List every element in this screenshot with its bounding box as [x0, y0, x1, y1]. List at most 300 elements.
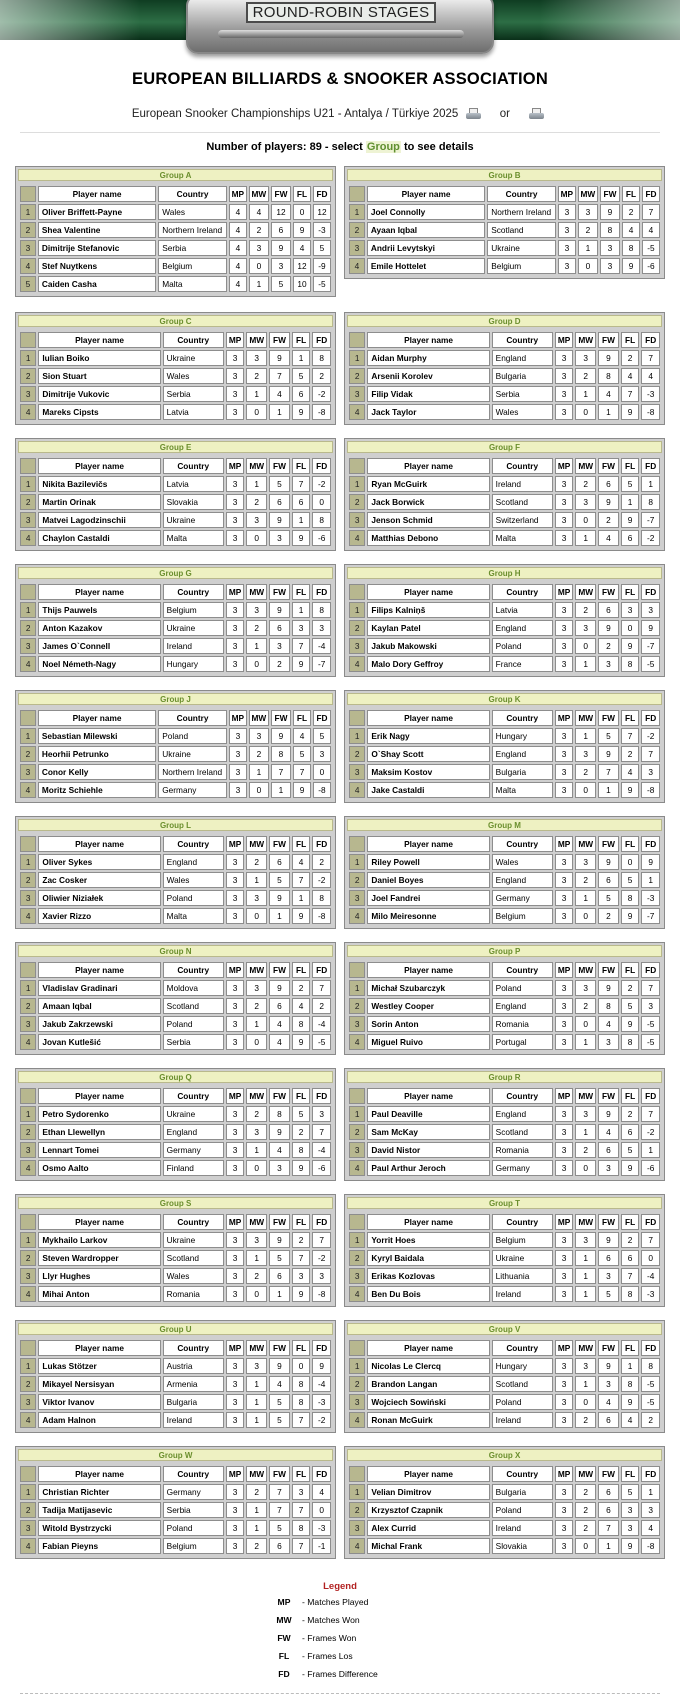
- position-cell: 1: [20, 1358, 36, 1374]
- player-name-link[interactable]: David Nistor: [367, 1142, 489, 1158]
- player-name-link[interactable]: Matvei Lagodzinschii: [38, 512, 160, 528]
- table-row: [349, 1394, 660, 1410]
- player-name-link[interactable]: Michal Frank: [367, 1538, 489, 1554]
- fl-cell: 5: [292, 368, 311, 384]
- player-name-link[interactable]: Fabian Pieyns: [38, 1538, 160, 1554]
- player-name-link[interactable]: Adam Halnon: [38, 1412, 160, 1428]
- table-row: [20, 1376, 331, 1392]
- player-name-link[interactable]: Paul Arthur Jeroch: [367, 1160, 489, 1176]
- group-title[interactable]: Group L: [18, 819, 333, 831]
- country-cell: Ireland: [163, 1412, 224, 1428]
- player-name-link[interactable]: Jakub Makowski: [367, 638, 489, 654]
- player-name-link[interactable]: Shea Valentine: [38, 222, 156, 238]
- player-name-link[interactable]: Mihai Anton: [38, 1286, 160, 1302]
- column-header-mw: MW: [575, 1340, 596, 1356]
- position-cell: 1: [20, 476, 36, 492]
- player-name-link[interactable]: O`Shay Scott: [367, 746, 489, 762]
- table-header-row: [349, 1340, 660, 1356]
- fw-cell: 9: [269, 350, 290, 366]
- player-name-link[interactable]: Wojciech Sowiński: [367, 1394, 489, 1410]
- group-table: [18, 184, 333, 294]
- mw-cell: 0: [575, 1016, 596, 1032]
- mw-cell: 3: [575, 746, 596, 762]
- player-name-link[interactable]: Witold Bystrzycki: [38, 1520, 160, 1536]
- country-cell: Armenia: [163, 1376, 224, 1392]
- table-row: [20, 1142, 331, 1158]
- mw-cell: 2: [246, 1106, 267, 1122]
- player-name-link[interactable]: Conor Kelly: [38, 764, 156, 780]
- mw-cell: 1: [575, 728, 596, 744]
- player-name-link[interactable]: Westley Cooper: [367, 998, 489, 1014]
- player-name-link[interactable]: Kyryl Baidala: [367, 1250, 489, 1266]
- mp-cell: 3: [229, 746, 247, 762]
- fw-cell: 6: [598, 1412, 619, 1428]
- player-name-link[interactable]: Petro Sydorenko: [38, 1106, 160, 1122]
- player-name-link[interactable]: Aidan Murphy: [367, 350, 489, 366]
- fl-cell: 7: [292, 872, 311, 888]
- group-title[interactable]: Group M: [347, 819, 662, 831]
- column-header-fl: FL: [621, 1466, 640, 1482]
- fd-cell: -5: [641, 656, 660, 672]
- player-name-link[interactable]: Mareks Cipsts: [38, 404, 160, 420]
- position-cell: 5: [20, 276, 36, 292]
- player-name-link[interactable]: Lennart Tomei: [38, 1142, 160, 1158]
- group-title[interactable]: Group R: [347, 1071, 662, 1083]
- fw-cell: 9: [598, 494, 619, 510]
- player-name-link[interactable]: Matthias Debono: [367, 530, 489, 546]
- fd-cell: 7: [641, 1232, 660, 1248]
- player-name-link[interactable]: Jake Castaldi: [367, 782, 489, 798]
- group-title[interactable]: Group Q: [18, 1071, 333, 1083]
- position-cell: 2: [20, 1250, 36, 1266]
- mp-cell: 3: [555, 1412, 574, 1428]
- player-name-link[interactable]: Jenson Schmid: [367, 512, 489, 528]
- fl-cell: 1: [292, 890, 311, 906]
- fw-cell: 3: [271, 258, 291, 274]
- player-name-link[interactable]: Iulian Boiko: [38, 350, 160, 366]
- player-name-link[interactable]: Yorrit Hoes: [367, 1232, 489, 1248]
- country-cell: Scotland: [163, 1250, 224, 1266]
- fl-cell: 3: [292, 620, 311, 636]
- print-icon[interactable]: [466, 108, 481, 120]
- group-title[interactable]: Group J: [18, 693, 333, 705]
- group-title[interactable]: Group V: [347, 1323, 662, 1335]
- player-name-link[interactable]: Nikita Bazilevičs: [38, 476, 160, 492]
- column-header-fd: FD: [312, 332, 331, 348]
- column-header-fl: FL: [292, 584, 311, 600]
- fd-cell: 0: [313, 764, 331, 780]
- fl-cell: 9: [621, 1160, 640, 1176]
- mw-cell: 1: [246, 1520, 267, 1536]
- group-title[interactable]: Group F: [347, 441, 662, 453]
- mw-cell: 3: [578, 204, 598, 220]
- country-cell: Scotland: [492, 1376, 553, 1392]
- player-name-link[interactable]: Ben Du Bois: [367, 1286, 489, 1302]
- player-name-link[interactable]: Lukas Stötzer: [38, 1358, 160, 1374]
- table-header-row: [20, 332, 331, 348]
- mw-cell: 1: [575, 530, 596, 546]
- table-row: [349, 638, 660, 654]
- mw-cell: 3: [249, 240, 269, 256]
- column-header-fd: FD: [641, 332, 660, 348]
- fw-cell: 2: [269, 656, 290, 672]
- fw-cell: 7: [598, 1520, 619, 1536]
- fd-cell: -3: [312, 1394, 331, 1410]
- column-header-name: Player name: [367, 836, 489, 852]
- fl-cell: 0: [621, 854, 640, 870]
- fd-cell: 8: [641, 1358, 660, 1374]
- player-name-link[interactable]: Sebastian Milewski: [38, 728, 156, 744]
- player-name-link[interactable]: Filip Vidak: [367, 386, 489, 402]
- column-header-fd: FD: [312, 836, 331, 852]
- player-name-link[interactable]: Oliver Sykes: [38, 854, 160, 870]
- mw-cell: 0: [246, 1286, 267, 1302]
- fl-cell: 8: [292, 1016, 311, 1032]
- column-header-fd: FD: [313, 710, 331, 726]
- column-header-name: Player name: [367, 1340, 489, 1356]
- player-name-link[interactable]: Sion Stuart: [38, 368, 160, 384]
- position-cell: 4: [20, 258, 36, 274]
- mw-cell: 1: [575, 656, 596, 672]
- country-cell: Latvia: [163, 476, 224, 492]
- fd-cell: -2: [312, 1250, 331, 1266]
- group-panel: [344, 1194, 665, 1307]
- position-cell: 2: [20, 872, 36, 888]
- table-row: [20, 1160, 331, 1176]
- player-name-link[interactable]: Miguel Ruivo: [367, 1034, 489, 1050]
- position-cell: 3: [20, 1520, 36, 1536]
- country-cell: Ukraine: [163, 512, 224, 528]
- mw-cell: 0: [575, 512, 596, 528]
- fl-cell: 8: [621, 1376, 640, 1392]
- player-name-link[interactable]: Caiden Casha: [38, 276, 156, 292]
- mw-cell: 2: [575, 602, 596, 618]
- fw-cell: 9: [598, 350, 619, 366]
- column-header-pos: [20, 836, 36, 852]
- fw-cell: 5: [269, 1520, 290, 1536]
- group-title[interactable]: Group G: [18, 567, 333, 579]
- player-name-link[interactable]: Mikayel Nersisyan: [38, 1376, 160, 1392]
- player-name-link[interactable]: Ethan Llewellyn: [38, 1124, 160, 1140]
- player-name-link[interactable]: Ayaan Iqbal: [367, 222, 485, 238]
- column-header-pos: [20, 584, 36, 600]
- player-name-link[interactable]: Maksim Kostov: [367, 764, 489, 780]
- player-name-link[interactable]: Osmo Aalto: [38, 1160, 160, 1176]
- column-header-mp: MP: [226, 1466, 245, 1482]
- player-name-link[interactable]: Xavier Rizzo: [38, 908, 160, 924]
- mw-cell: 0: [575, 782, 596, 798]
- position-cell: 3: [20, 1268, 36, 1284]
- group-panel: [15, 1068, 336, 1181]
- fw-cell: 3: [269, 638, 290, 654]
- group-title[interactable]: Group S: [18, 1197, 333, 1209]
- position-cell: 1: [349, 1106, 365, 1122]
- fw-cell: 9: [598, 1106, 619, 1122]
- group-title[interactable]: Group X: [347, 1449, 662, 1461]
- group-title[interactable]: Group P: [347, 945, 662, 957]
- fl-cell: 10: [293, 276, 311, 292]
- player-name-link[interactable]: Oliwier Niziałek: [38, 890, 160, 906]
- table-row: [349, 1106, 660, 1122]
- column-header-mw: MW: [578, 186, 598, 202]
- player-name-link[interactable]: Jakub Zakrzewski: [38, 1016, 160, 1032]
- player-name-link[interactable]: Daniel Boyes: [367, 872, 489, 888]
- column-header-mp: MP: [229, 186, 247, 202]
- position-cell: 2: [349, 1502, 365, 1518]
- mp-cell: 3: [555, 1268, 574, 1284]
- mp-cell: 3: [226, 656, 245, 672]
- position-cell: 4: [20, 530, 36, 546]
- group-table: [347, 582, 662, 674]
- players-count-line: [0, 141, 680, 153]
- player-name-link[interactable]: Arsenii Korolev: [367, 368, 489, 384]
- player-name-link[interactable]: Dimitrije Vukovic: [38, 386, 160, 402]
- fw-cell: 9: [598, 980, 619, 996]
- player-name-link[interactable]: Erik Nagy: [367, 728, 489, 744]
- fw-cell: 6: [598, 1502, 619, 1518]
- mp-cell: 3: [226, 476, 245, 492]
- table-row: [349, 1520, 660, 1536]
- player-name-link[interactable]: Mykhailo Larkov: [38, 1232, 160, 1248]
- position-cell: 4: [349, 1034, 365, 1050]
- mp-cell: 3: [555, 1034, 574, 1050]
- position-cell: 1: [20, 602, 36, 618]
- table-header-row: [349, 186, 660, 202]
- player-name-link[interactable]: Llyr Hughes: [38, 1268, 160, 1284]
- group-panel: [344, 1320, 665, 1433]
- group-title[interactable]: Group K: [347, 693, 662, 705]
- column-header-mp: MP: [226, 584, 245, 600]
- mw-cell: 2: [575, 1412, 596, 1428]
- mp-cell: 3: [226, 908, 245, 924]
- fl-cell: 9: [621, 908, 640, 924]
- player-name-link[interactable]: Joel Fandrei: [367, 890, 489, 906]
- table-row: [349, 602, 660, 618]
- player-name-link[interactable]: Kaylan Patel: [367, 620, 489, 636]
- column-header-fl: FL: [292, 458, 311, 474]
- fw-cell: 6: [269, 620, 290, 636]
- player-name-link[interactable]: Alex Currid: [367, 1520, 489, 1536]
- mw-cell: 1: [575, 1286, 596, 1302]
- position-cell: 3: [349, 512, 365, 528]
- fw-cell: 5: [269, 1394, 290, 1410]
- column-header-country: Country: [492, 1214, 553, 1230]
- player-name-link[interactable]: Jack Taylor: [367, 404, 489, 420]
- mp-cell: 3: [226, 530, 245, 546]
- group-title[interactable]: Group W: [18, 1449, 333, 1461]
- group-title[interactable]: Group A: [18, 169, 333, 181]
- fl-cell: 4: [621, 368, 640, 384]
- mp-cell: 3: [555, 872, 574, 888]
- mp-cell: 3: [558, 222, 576, 238]
- mp-cell: 3: [558, 204, 576, 220]
- print-all-icon[interactable]: [529, 108, 544, 120]
- fl-cell: 8: [292, 1376, 311, 1392]
- mw-cell: 2: [249, 746, 269, 762]
- mw-cell: 0: [575, 638, 596, 654]
- position-cell: 3: [349, 386, 365, 402]
- country-cell: Poland: [158, 728, 227, 744]
- group-title[interactable]: Group H: [347, 567, 662, 579]
- player-name-link[interactable]: Krzysztof Czapnik: [367, 1502, 489, 1518]
- player-name-link[interactable]: Jovan Kutlešić: [38, 1034, 160, 1050]
- column-header-fd: FD: [641, 836, 660, 852]
- country-cell: Germany: [163, 1484, 224, 1500]
- group-table: [18, 1338, 333, 1430]
- mp-cell: 3: [555, 656, 574, 672]
- position-cell: 3: [349, 1268, 365, 1284]
- fw-cell: 8: [269, 1106, 290, 1122]
- player-name-link[interactable]: Steven Wardropper: [38, 1250, 160, 1266]
- position-cell: 3: [349, 890, 365, 906]
- mw-cell: 1: [246, 386, 267, 402]
- player-name-link[interactable]: Joel Connolly: [367, 204, 485, 220]
- table-row: [349, 1232, 660, 1248]
- page-title: EUROPEAN BILLIARDS & SNOOKER ASSOCIATION: [132, 70, 548, 88]
- player-name-link[interactable]: Riley Powell: [367, 854, 489, 870]
- position-cell: 4: [20, 656, 36, 672]
- player-name-link[interactable]: Milo Meiresonne: [367, 908, 489, 924]
- column-header-mw: MW: [575, 710, 596, 726]
- player-name-link[interactable]: Viktor Ivanov: [38, 1394, 160, 1410]
- group-table: [18, 330, 333, 422]
- player-name-link[interactable]: Chaylon Castaldi: [38, 530, 160, 546]
- player-name-link[interactable]: Malo Dory Geffroy: [367, 656, 489, 672]
- position-cell: 3: [349, 1394, 365, 1410]
- mp-cell: 3: [226, 1142, 245, 1158]
- fw-cell: 8: [598, 998, 619, 1014]
- group-select-link[interactable]: Group: [366, 141, 400, 153]
- fw-cell: 4: [598, 386, 619, 402]
- fw-cell: 5: [269, 872, 290, 888]
- fw-cell: 5: [269, 1250, 290, 1266]
- fw-cell: 9: [269, 1124, 290, 1140]
- player-name-link[interactable]: Andrii Levytskyi: [367, 240, 485, 256]
- group-title[interactable]: Group U: [18, 1323, 333, 1335]
- mw-cell: 1: [246, 1376, 267, 1392]
- fl-cell: 5: [292, 1106, 311, 1122]
- player-name-link[interactable]: Vladislav Gradinari: [38, 980, 160, 996]
- country-cell: Switzerland: [492, 512, 553, 528]
- legend-item-fw: [0, 1633, 680, 1651]
- column-header-country: Country: [163, 458, 224, 474]
- fw-cell: 5: [598, 890, 619, 906]
- fd-cell: 2: [312, 854, 331, 870]
- country-cell: Germany: [163, 1142, 224, 1158]
- table-row: [20, 782, 331, 798]
- player-name-link[interactable]: Zac Cosker: [38, 872, 160, 888]
- player-name-link[interactable]: Ronan McGuirk: [367, 1412, 489, 1428]
- player-name-link[interactable]: Oliver Briffett-Payne: [38, 204, 156, 220]
- player-name-link[interactable]: Filips Kalniņš: [367, 602, 489, 618]
- mp-cell: 3: [226, 1502, 245, 1518]
- column-header-mw: MW: [246, 332, 267, 348]
- player-name-link[interactable]: Thijs Pauwels: [38, 602, 160, 618]
- group-title[interactable]: Group T: [347, 1197, 662, 1209]
- player-name-link[interactable]: James O`Connell: [38, 638, 160, 654]
- player-name-link[interactable]: Nicolas Le Clercq: [367, 1358, 489, 1374]
- fd-cell: 8: [312, 602, 331, 618]
- player-name-link[interactable]: Tadija Matijasevic: [38, 1502, 160, 1518]
- fl-cell: 3: [292, 1484, 311, 1500]
- player-name-link[interactable]: Jack Borwick: [367, 494, 489, 510]
- table-row: [349, 386, 660, 402]
- player-name-link[interactable]: Sam McKay: [367, 1124, 489, 1140]
- column-header-name: Player name: [367, 458, 489, 474]
- table-row: [20, 980, 331, 996]
- country-cell: Belgium: [163, 1538, 224, 1554]
- column-header-name: Player name: [367, 1214, 489, 1230]
- fw-cell: 9: [269, 602, 290, 618]
- position-cell: 1: [349, 602, 365, 618]
- player-name-link[interactable]: Amaan Iqbal: [38, 998, 160, 1014]
- player-name-link[interactable]: Christian Richter: [38, 1484, 160, 1500]
- fd-cell: 7: [312, 980, 331, 996]
- fl-cell: 8: [621, 1286, 640, 1302]
- fw-cell: 4: [598, 1016, 619, 1032]
- player-name-link[interactable]: Michał Szubarczyk: [367, 980, 489, 996]
- country-cell: Ukraine: [158, 746, 227, 762]
- position-cell: 4: [349, 656, 365, 672]
- column-header-fd: FD: [312, 1340, 331, 1356]
- player-name-link[interactable]: Anton Kazakov: [38, 620, 160, 636]
- group-title[interactable]: Group B: [347, 169, 662, 181]
- mw-cell: 3: [575, 1232, 596, 1248]
- mw-cell: 2: [575, 368, 596, 384]
- fd-cell: -8: [641, 782, 660, 798]
- player-name-link[interactable]: Sorin Anton: [367, 1016, 489, 1032]
- position-cell: 4: [349, 1412, 365, 1428]
- fw-cell: 7: [598, 764, 619, 780]
- player-name-link[interactable]: Emile Hottelet: [367, 258, 485, 274]
- table-row: [349, 998, 660, 1014]
- player-name-link[interactable]: Paul Deaville: [367, 1106, 489, 1122]
- table-header-row: [349, 1466, 660, 1482]
- group-title[interactable]: Group E: [18, 441, 333, 453]
- column-header-mp: MP: [555, 710, 574, 726]
- group-title[interactable]: Group C: [18, 315, 333, 327]
- player-name-link[interactable]: Martin Orinak: [38, 494, 160, 510]
- country-cell: Scotland: [492, 1124, 553, 1140]
- column-header-country: Country: [492, 332, 553, 348]
- table-header-row: [20, 1088, 331, 1104]
- mw-cell: 0: [249, 782, 269, 798]
- table-row: [349, 1142, 660, 1158]
- country-cell: Belgium: [163, 602, 224, 618]
- player-name-link[interactable]: Noel Németh-Nagy: [38, 656, 160, 672]
- player-name-link[interactable]: Brandon Langan: [367, 1376, 489, 1392]
- mw-cell: 3: [246, 1124, 267, 1140]
- fl-cell: 2: [621, 350, 640, 366]
- player-name-link[interactable]: Erikas Kozlovas: [367, 1268, 489, 1284]
- country-cell: Poland: [492, 638, 553, 654]
- player-name-link[interactable]: Velian Dimitrov: [367, 1484, 489, 1500]
- column-header-country: Country: [163, 1088, 224, 1104]
- position-cell: 1: [20, 350, 36, 366]
- table-header-row: [349, 710, 660, 726]
- player-name-link[interactable]: Ryan McGuirk: [367, 476, 489, 492]
- group-title[interactable]: Group D: [347, 315, 662, 327]
- player-name-link[interactable]: Moritz Schiehle: [38, 782, 156, 798]
- player-name-link[interactable]: Dimitrije Stefanovic: [38, 240, 156, 256]
- column-header-mw: MW: [249, 710, 269, 726]
- group-title[interactable]: Group N: [18, 945, 333, 957]
- column-header-country: Country: [492, 584, 553, 600]
- mp-cell: 3: [226, 980, 245, 996]
- player-name-link[interactable]: Heorhii Petrunko: [38, 746, 156, 762]
- player-name-link[interactable]: Stef Nuytkens: [38, 258, 156, 274]
- mp-cell: 3: [555, 1160, 574, 1176]
